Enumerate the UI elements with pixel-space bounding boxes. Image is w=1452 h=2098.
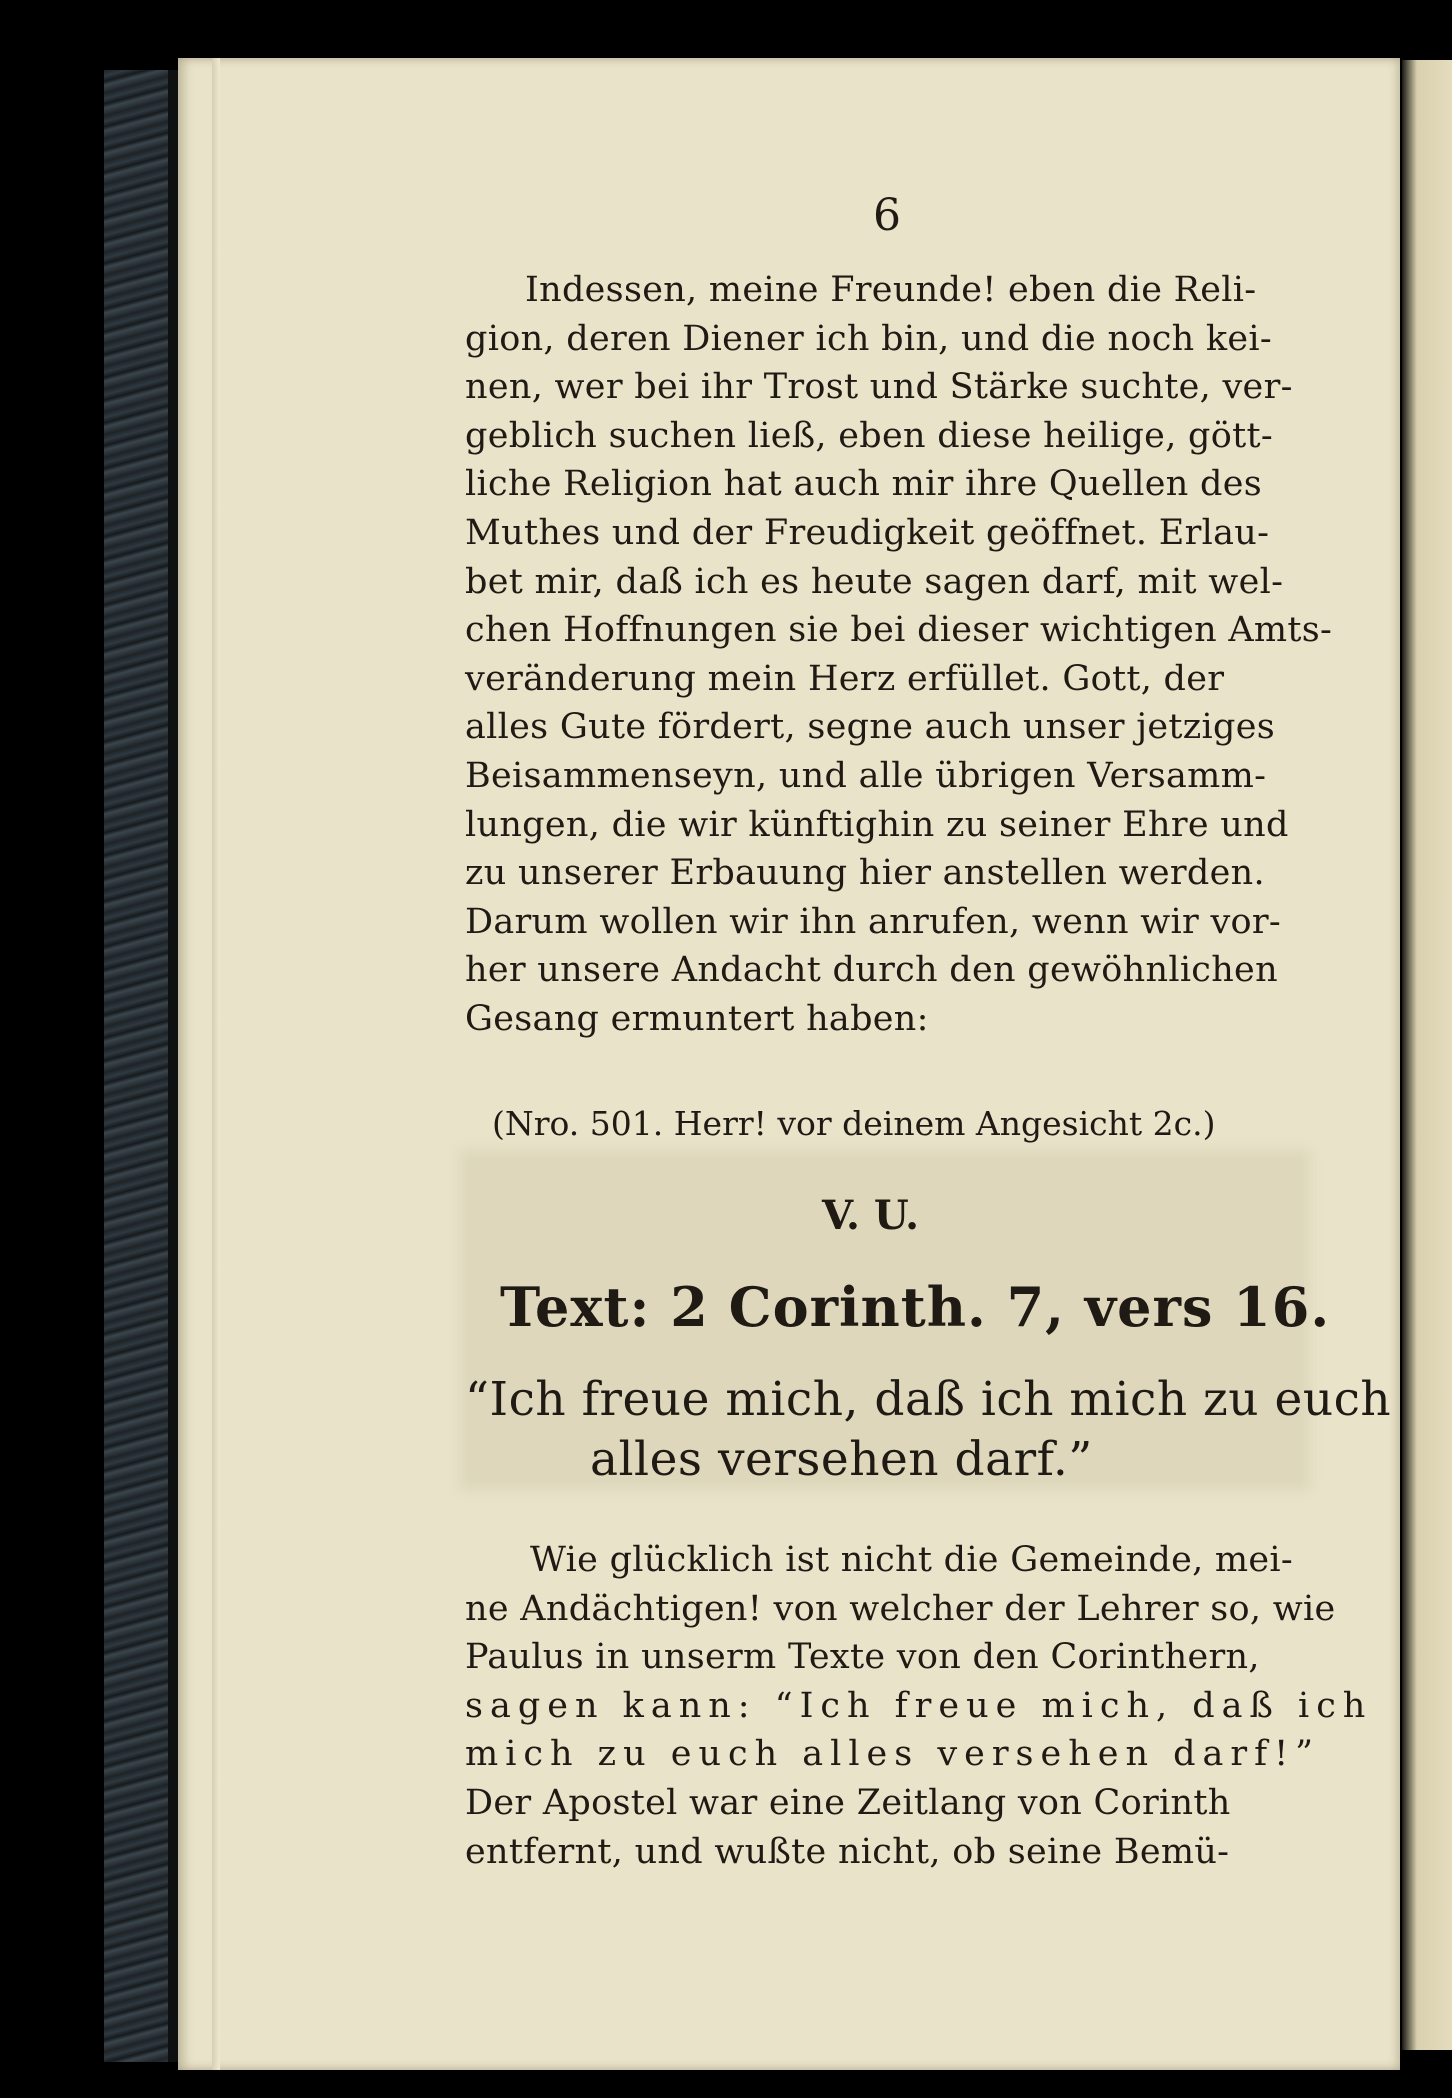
- quote-line-1: “Ich freue mich, daß ich mich zu euch: [465, 1372, 1392, 1427]
- text-line: lungen, die wir künftighin zu seiner Ehre und: [465, 804, 1289, 845]
- section-marker: V. U.: [822, 1192, 920, 1239]
- text-line: Wie glücklich ist nicht die Gemeinde, mei-: [530, 1540, 1294, 1580]
- next-page-edge: [1402, 60, 1452, 2050]
- text-line: chen Hoffnungen sie bei dieser wichtigen Amts-: [465, 610, 1333, 651]
- text-line: Muthes und der Freudigkeit geöffnet. Erlau-: [465, 513, 1270, 553]
- text-line: zu unserer Erbauung hier anstellen werden.: [465, 853, 1265, 894]
- text-line: her unsere Andacht durch den gewöhnlichen: [465, 950, 1278, 991]
- text-line: nen, wer bei ihr Trost und Stärke suchte, ver-: [465, 367, 1293, 408]
- page-fold: [212, 58, 220, 2070]
- text-reference: Text: 2 Corinth. 7, vers 16.: [500, 1275, 1331, 1339]
- text-line: Der Apostel war eine Zeitlang von Corinth: [465, 1783, 1231, 1823]
- text-line: Indessen, meine Freunde! eben die Reli-: [525, 270, 1257, 310]
- text-line: veränderung mein Herz erfüllet. Gott, der: [465, 658, 1225, 699]
- text-line: geblich suchen ließ, eben diese heilige, gött-: [465, 415, 1273, 456]
- text-line: alles Gute fördert, segne auch unser jetziges: [465, 707, 1275, 748]
- quote-line-2: alles versehen darf.”: [590, 1432, 1093, 1487]
- text-line: gion, deren Diener ich bin, und die noch kei-: [465, 318, 1272, 359]
- page-number: 6: [873, 190, 901, 241]
- text-line: Paulus in unserm Texte von den Corinthern,: [465, 1637, 1260, 1678]
- text-line: Darum wollen wir ihn anrufen, wenn wir vor-: [465, 901, 1282, 942]
- text-line: Gesang ermuntert haben:: [465, 999, 929, 1039]
- text-line: Beisammenseyn, und alle übrigen Versamm-: [465, 756, 1267, 796]
- text-line: ne Andächtigen! von welcher der Lehrer so, wie: [465, 1588, 1336, 1629]
- text-line: liche Religion hat auch mir ihre Quellen des: [465, 464, 1262, 505]
- text-line: bet mir, daß ich es heute sagen darf, mit wel-: [465, 561, 1284, 602]
- text-line: entfernt, und wußte nicht, ob seine Bemü-: [465, 1831, 1230, 1872]
- book-spine: [104, 70, 176, 2062]
- text-line: mich zu euch alles versehen darf!”: [465, 1734, 1321, 1775]
- text-line: sagen kann: “Ich freue mich, daß ich: [465, 1685, 1373, 1726]
- hymn-reference: (Nro. 501. Herr! vor deinem Angesicht 2c.): [492, 1104, 1216, 1143]
